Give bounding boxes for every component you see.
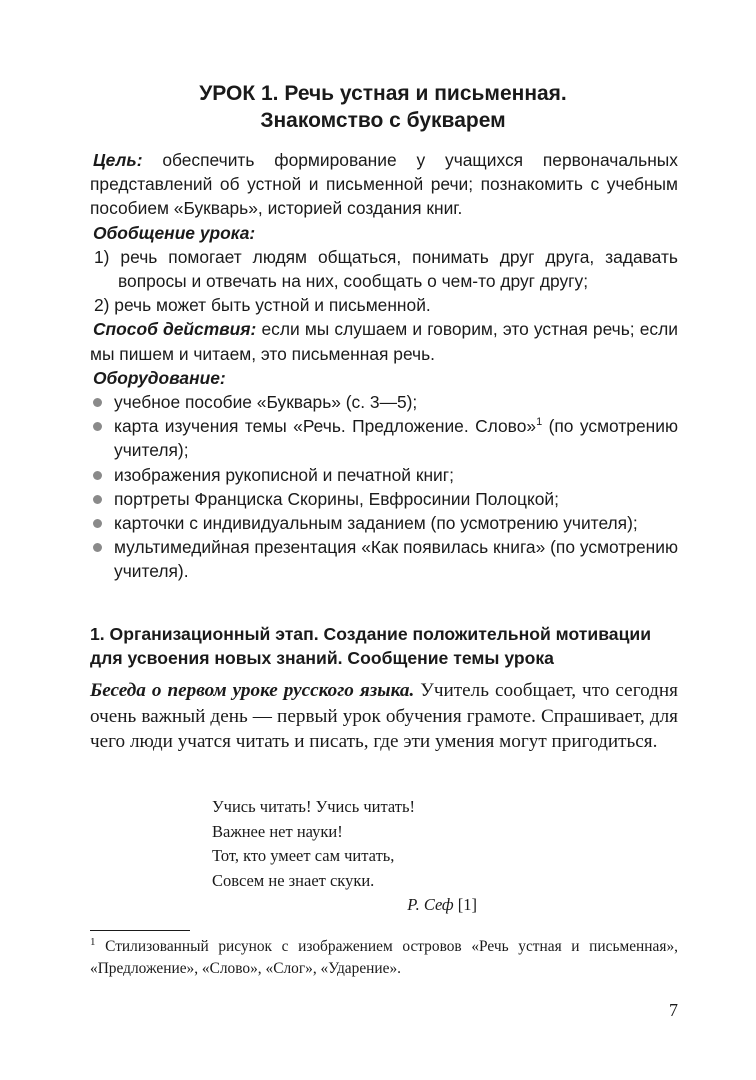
poem-author: Р. Сеф [1] — [407, 895, 477, 914]
method-text: если мы слушаем и говорим, это устная речь; если мы пишем и читаем, это письменная речь. — [90, 319, 678, 364]
method-label: Способ действия: — [93, 319, 257, 340]
section-heading: 1. Организационный этап. Создание положительной мотивации для усвоения новых знаний. Сообщение темы урока — [90, 624, 652, 668]
bullet-icon — [93, 471, 102, 480]
bullet-icon — [93, 519, 102, 528]
goal-text: обеспечить формирование у учащихся первоначальных представлений об устной и письменной речи; познакомить с учебным пособием «Букварь», историей создания книг. — [90, 150, 678, 219]
equipment-label: Оборудование: — [93, 367, 226, 388]
goal-label: Цель: — [93, 150, 143, 170]
list-item: портреты Франциска Скорины, Евфросинии Полоцкой; — [90, 487, 678, 511]
summary-item: 1) речь помогает людям общаться, понимать друг друга, задавать вопросы и отвечать на них, сообщать о чем-то друг другу; — [94, 246, 678, 292]
list-item: карта изучения темы «Речь. Предложение. Слово»$^1$ (по усмотрению учителя); — [90, 414, 678, 462]
bullet-icon — [93, 543, 102, 552]
bullet-icon — [93, 422, 102, 431]
lesson-title — [90, 80, 676, 134]
lesson-overview — [90, 148, 678, 584]
method-paragraph — [90, 317, 678, 365]
goal-paragraph — [90, 148, 678, 221]
poem-line: Важнее нет науки! — [212, 821, 343, 841]
section-text: Учитель сообщает, что сегодня очень важный день — первый урок обучения грамоте. Спрашивает, для чего люди учатся читать и писать, где эти умения могут пригодиться. — [90, 680, 678, 752]
summary-item: 2) речь может быть устной и письменной. — [94, 295, 431, 316]
summary-label: Обобщение урока: — [93, 222, 256, 243]
list-item: мультимедийная презентация «Как появилась книга» (по усмотрению учителя). — [90, 535, 678, 583]
equipment-label-paragraph — [90, 366, 678, 390]
poem-line: Совсем не знает скуки. — [212, 870, 375, 890]
bullet-icon — [93, 398, 102, 407]
footnote-mark: 1 — [536, 416, 543, 429]
bullet-icon — [93, 495, 102, 504]
footnote — [90, 936, 678, 980]
lesson-title-line-1: УРОК 1. Речь устная и письменная. — [199, 82, 567, 105]
list-item: изображения рукописной и печатной книг; — [90, 463, 678, 487]
footnote-divider — [90, 930, 190, 931]
lesson-title-line-2: Знакомство с букварем — [260, 109, 506, 132]
list-item: карточки с индивидуальным заданием (по усмотрению учителя); — [90, 511, 678, 535]
footnote-text: Стилизованный рисунок с изображением островов «Речь устная и письменная», «Предложение», «Слово», «Слог», «Ударение». — [90, 938, 678, 977]
list-item: учебное пособие «Букварь» (с. 3—5); — [90, 390, 678, 414]
poem — [212, 795, 477, 918]
summary-label-paragraph — [90, 221, 678, 245]
footnote-number: 1 — [90, 935, 96, 948]
section-body — [90, 678, 678, 755]
poem-line: Учись читать! Учись читать! — [212, 797, 416, 816]
section-lead: Беседа о первом уроке русского языка. — [90, 680, 415, 701]
equipment-list — [90, 390, 678, 584]
poem-line: Тот, кто умеет сам читать, — [212, 846, 395, 865]
page-number: 7 — [669, 1000, 678, 1020]
